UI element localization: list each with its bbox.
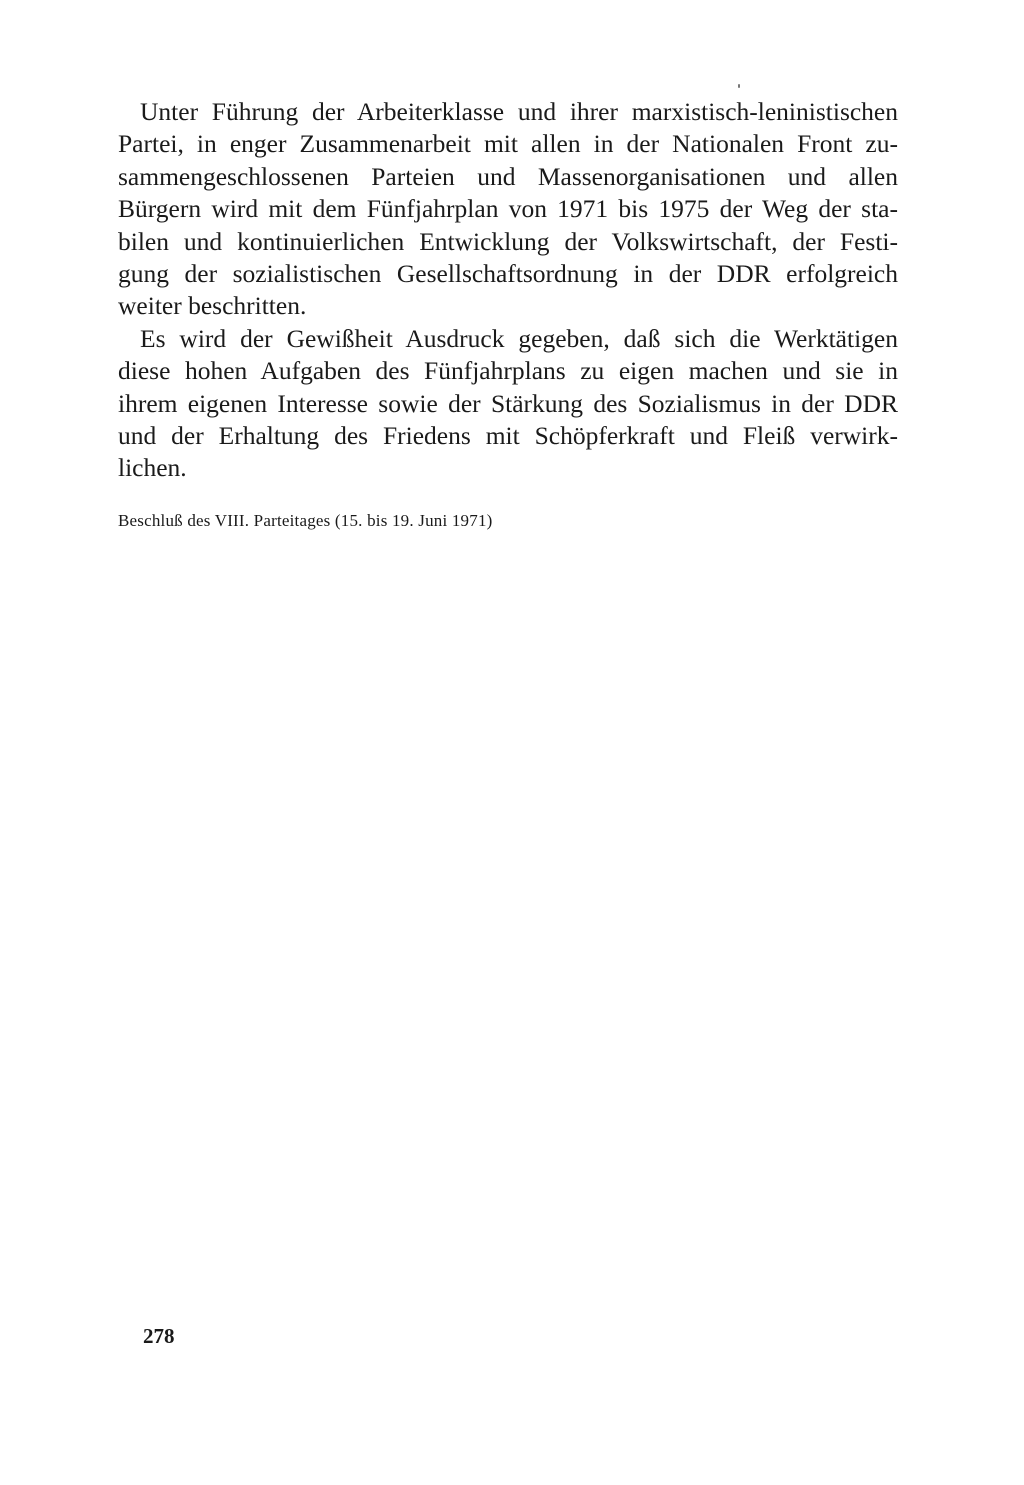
- paragraph-2-line-1: Es wird der Gewißheit Ausdruck gegeben, daß sich die Werktätigen: [140, 323, 898, 353]
- paragraph-1-line-2: Partei, in enger Zusammenarbeit mit allen in der Nationalen Front zu-: [118, 129, 898, 159]
- paragraph-2-line-3: ihrem eigenen Interesse sowie der Stärkung des Sozialismus in der DDR: [118, 388, 898, 418]
- page-number: 278: [143, 1324, 175, 1348]
- paragraph-1-line-1: Unter Führung der Arbeiterklasse und ihrer marxistisch-leninistischen: [140, 97, 898, 126]
- paragraph-1-line-7: weiter beschritten.: [118, 291, 307, 321]
- paragraph-1-line-5: bilen und kontinuierlichen Entwicklung der Volkswirtschaft, der Festi-: [118, 226, 898, 256]
- paragraph-1-line-4: Bürgern wird mit dem Fünfjahrplan von 1971 bis 1975 der Weg der sta-: [118, 194, 898, 224]
- scan-speck: [738, 84, 740, 88]
- body-text: [118, 96, 898, 485]
- paragraph-2-line-4: und der Erhaltung des Friedens mit Schöpferkraft und Fleiß verwirk-: [118, 420, 898, 450]
- paragraph-1-line-3: sammengeschlossenen Parteien und Massenorganisationen und allen: [118, 161, 898, 191]
- paragraph-2-line-2: diese hohen Aufgaben des Fünfjahrplans zu eigen machen und sie in: [118, 356, 898, 386]
- paragraph-1-line-6: gung der sozialistischen Gesellschaftsordnung in der DDR erfolgreich: [118, 258, 898, 288]
- paragraph-2-line-5: lichen.: [118, 453, 187, 483]
- source-citation: Beschluß des VIII. Parteitages (15. bis 19. Juni 1971): [118, 511, 493, 530]
